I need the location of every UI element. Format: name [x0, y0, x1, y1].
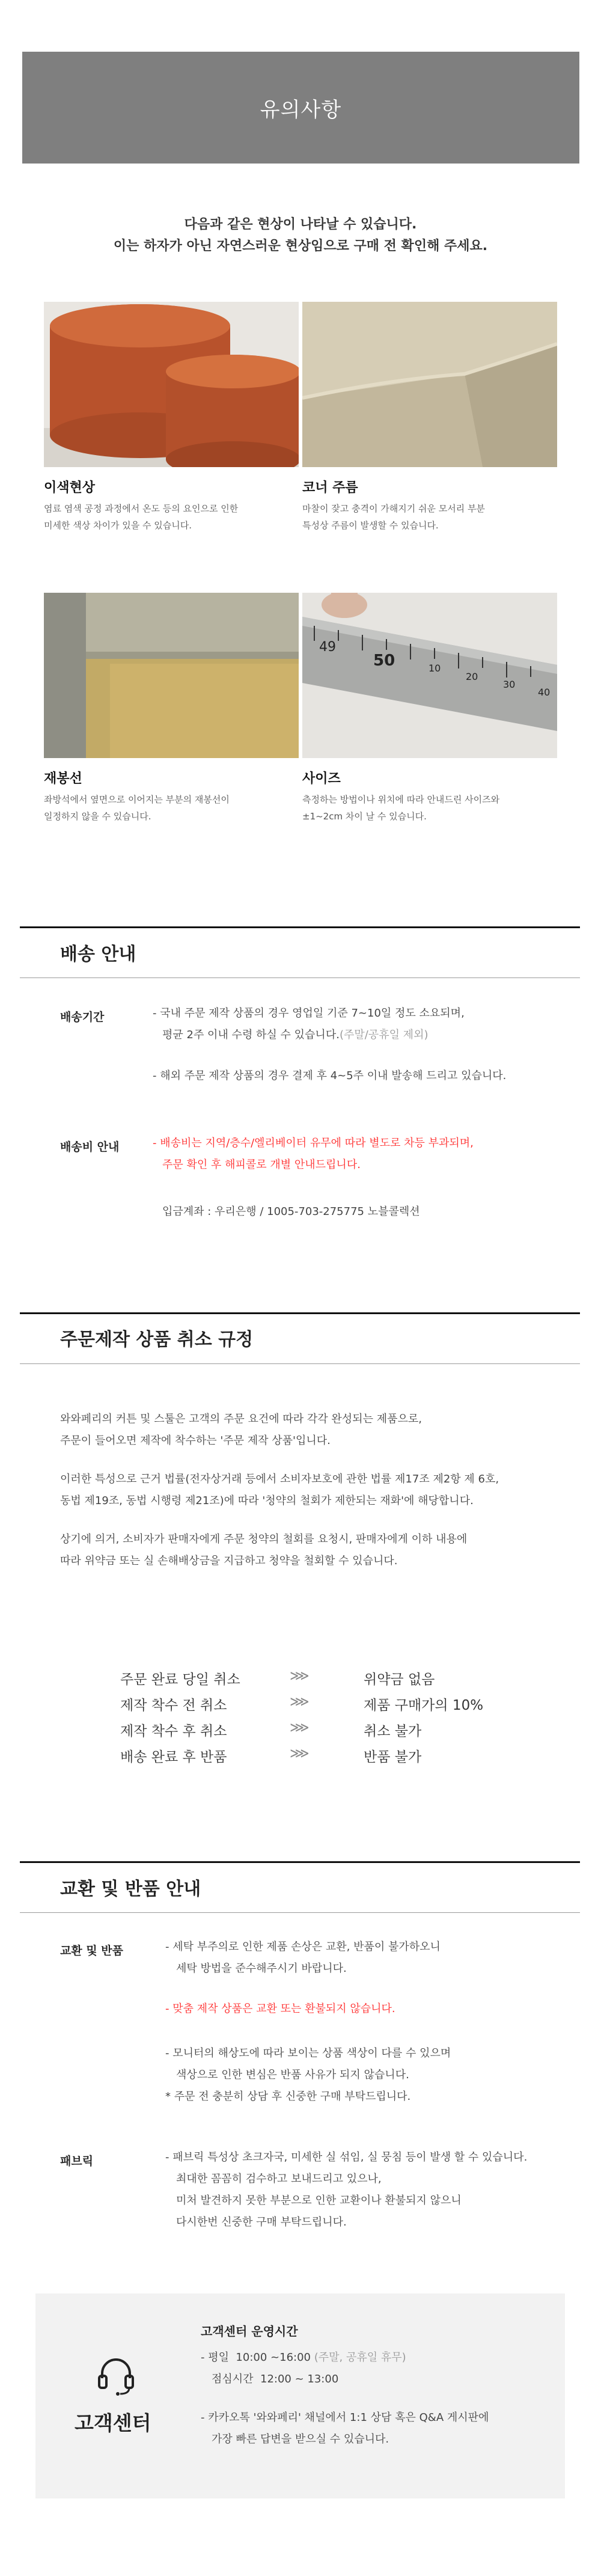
policy-result-1: 위약금 없음 [364, 1672, 435, 1687]
policy-result-4: 반품 불가 [364, 1749, 422, 1765]
cancel-p1-line2: 주문이 들어오면 제작에 착수하는 '주문 제작 상품'입니다. [60, 1434, 331, 1447]
notice-intro-line2: 이는 하자가 아닌 자연스러운 현상임으로 구매 전 확인해 주세요. [113, 239, 488, 254]
fabric-line4: 다시한번 신중한 구매 부탁드립니다. [176, 2216, 347, 2229]
shipping-under-rule [20, 977, 580, 978]
notice-item-desc-1b: 미세한 색상 차이가 있을 수 있습니다. [44, 520, 192, 531]
shipping-fee-line1: - 배송비는 지역/층수/엘리베이터 유무에 따라 별도로 차등 부과되며, [153, 1137, 474, 1149]
shipping-fee-label: 배송비 안내 [60, 1140, 120, 1154]
cancel-p3-line2: 따라 위약금 또는 실 손해배상금을 지급하고 청약을 철회할 수 있습니다. [60, 1555, 398, 1567]
shipping-period-label: 배송기간 [60, 1011, 105, 1024]
ruler-mark-49: 49 [319, 640, 336, 655]
shipping-period-line3: - 해외 주문 제작 상품의 경우 결제 후 4~5주 이내 발송해 드리고 있습니다. [153, 1069, 507, 1082]
customer-center-hours-title: 고객센터 운영시간 [201, 2324, 298, 2339]
ruler-photo [302, 593, 557, 758]
ruler-mark-10: 10 [429, 662, 441, 674]
policy-result-2: 제품 구매가의 10% [364, 1698, 484, 1713]
exchange-under-rule [20, 1912, 580, 1913]
shipping-period-line2 [162, 1024, 428, 1046]
notice-item-desc-1a: 염료 염색 공정 과정에서 온도 등의 요인으로 인한 [44, 503, 239, 514]
shipping-title: 배송 안내 [60, 944, 136, 965]
corner-wrinkle-photo [302, 302, 557, 467]
notice-item-title-3: 재봉선 [44, 771, 82, 786]
exchange-line5: * 주문 전 충분히 상담 후 신중한 구매 부탁드립니다. [165, 2090, 411, 2103]
fabric-label: 패브릭 [60, 2155, 94, 2168]
fabric-line3: 미처 발견하지 못한 부분으로 인한 교환이나 환불되지 않으니 [176, 2194, 462, 2207]
policy-arrow-1: ⋙ [290, 1668, 310, 1684]
notice-title: 유의사항 [260, 97, 342, 122]
exchange-line1: - 세탁 부주의로 인한 제품 손상은 교환, 반품이 불가하오니 [165, 1941, 441, 1953]
exchange-red-notice: - 맞춤 제작 상품은 교환 또는 환불되지 않습니다. [165, 2002, 395, 2015]
exchange-line4: 색상으로 인한 변심은 반품 사유가 되지 않습니다. [176, 2069, 409, 2081]
policy-arrow-3: ⋙ [290, 1720, 310, 1736]
policy-case-1: 주문 완료 당일 취소 [120, 1672, 240, 1687]
customer-center-kakao-line2: 가장 빠른 답변을 받으실 수 있습니다. [212, 2433, 389, 2446]
headset-icon [96, 2355, 136, 2396]
customer-center-weekday-text: - 평일 10:00 ~16:00 [201, 2351, 311, 2364]
policy-case-2: 제작 착수 전 취소 [120, 1698, 227, 1713]
notice-item-desc-4b: ±1~2cm 차이 날 수 있습니다. [302, 811, 427, 822]
exchange-title: 교환 및 반품 안내 [60, 1879, 201, 1900]
fabric-line1: - 패브릭 특성상 초크자국, 미세한 실 섞임, 실 뭉침 등이 발생 할 수 있습니다. [165, 2151, 528, 2164]
customer-center-lunch: 점심시간 12:00 ~ 13:00 [212, 2373, 339, 2385]
cancel-p2-line1: 이러한 특성으로 근거 법률(전자상거래 등에서 소비자보호에 관한 법률 제17조 제2항 제 6호, [60, 1473, 499, 1485]
customer-center-weekday-note: (주말, 공휴일 휴무) [314, 2351, 406, 2364]
ruler-mark-50: 50 [373, 652, 395, 670]
cancel-title: 주문제작 상품 취소 규정 [60, 1329, 254, 1350]
notice-item-desc-2a: 마찰이 잦고 충격이 가해지기 쉬운 모서리 부분 [302, 503, 485, 514]
exchange-label: 교환 및 반품 [60, 1944, 123, 1957]
exchange-line3: - 모니터의 해상도에 따라 보이는 상품 색상이 다를 수 있으며 [165, 2047, 451, 2060]
shipping-period-line1: - 국내 주문 제작 상품의 경우 영업일 기준 7~10일 정도 소요되며, [153, 1007, 465, 1020]
notice-item-desc-3b: 일정하지 않을 수 있습니다. [44, 811, 151, 822]
fabric-line2: 최대한 꼼꼼히 검수하고 보내드리고 있으나, [176, 2173, 382, 2185]
exchange-top-rule [20, 1861, 580, 1863]
customer-center-kakao-line1: - 카카오톡 '와와페리' 채널에서 1:1 상담 혹은 Q&A 게시판에 [201, 2411, 489, 2424]
customer-center-title: 고객센터 [75, 2411, 151, 2435]
notice-item-title-2: 코너 주름 [302, 480, 358, 495]
policy-result-3: 취소 불가 [364, 1724, 422, 1739]
notice-item-title-4: 사이즈 [302, 771, 341, 786]
ruler-mark-40: 40 [538, 687, 551, 698]
customer-center-weekday [201, 2347, 406, 2369]
shipping-period-note: (주말/공휴일 제외) [339, 1029, 429, 1041]
ruler-mark-30: 30 [503, 679, 516, 690]
notice-item-title-1: 이색현상 [44, 480, 96, 495]
ruler-mark-20: 20 [466, 671, 478, 682]
exchange-line2: 세탁 방법을 준수해주시기 바랍니다. [176, 1962, 347, 1975]
policy-arrow-4: ⋙ [290, 1746, 310, 1761]
policy-arrow-2: ⋙ [290, 1694, 310, 1710]
policy-case-3: 제작 착수 후 취소 [120, 1724, 227, 1739]
cancel-under-rule [20, 1363, 580, 1364]
notice-intro-line1: 다음과 같은 현상이 나타날 수 있습니다. [184, 217, 417, 232]
notice-banner [22, 52, 579, 164]
notice-item-desc-4a: 측정하는 방법이나 위치에 따라 안내드린 사이즈와 [302, 794, 500, 805]
notice-item-desc-2b: 특성상 주름이 발생할 수 있습니다. [302, 520, 439, 531]
shipping-period-line2-text: 평균 2주 이내 수령 하실 수 있습니다. [162, 1029, 340, 1041]
cancel-top-rule [20, 1312, 580, 1314]
cancel-p3-line1: 상기에 의거, 소비자가 판매자에게 주문 청약의 철회를 요청시, 판매자에게 이하 내용에 [60, 1533, 468, 1546]
policy-case-4: 배송 완료 후 반품 [120, 1749, 227, 1765]
color-variance-photo [44, 302, 299, 467]
shipping-account: 입금계좌 : 우리은행 / 1005-703-275775 노블콜렉션 [162, 1205, 420, 1218]
cancel-p2-line2: 동법 제19조, 동법 시행령 제21조)에 따라 '청약의 철회가 제한되는 재화'에 해당합니다. [60, 1495, 474, 1507]
stitching-photo [44, 593, 299, 758]
cancel-p1-line1: 와와페리의 커튼 및 스툴은 고객의 주문 요건에 따라 각각 완성되는 제품으로, [60, 1413, 422, 1425]
notice-item-desc-3a: 좌방석에서 옆면으로 이어지는 부분의 재봉선이 [44, 794, 230, 805]
shipping-top-rule [20, 926, 580, 928]
shipping-fee-line2: 주문 확인 후 해피콜로 개별 안내드립니다. [162, 1158, 361, 1171]
